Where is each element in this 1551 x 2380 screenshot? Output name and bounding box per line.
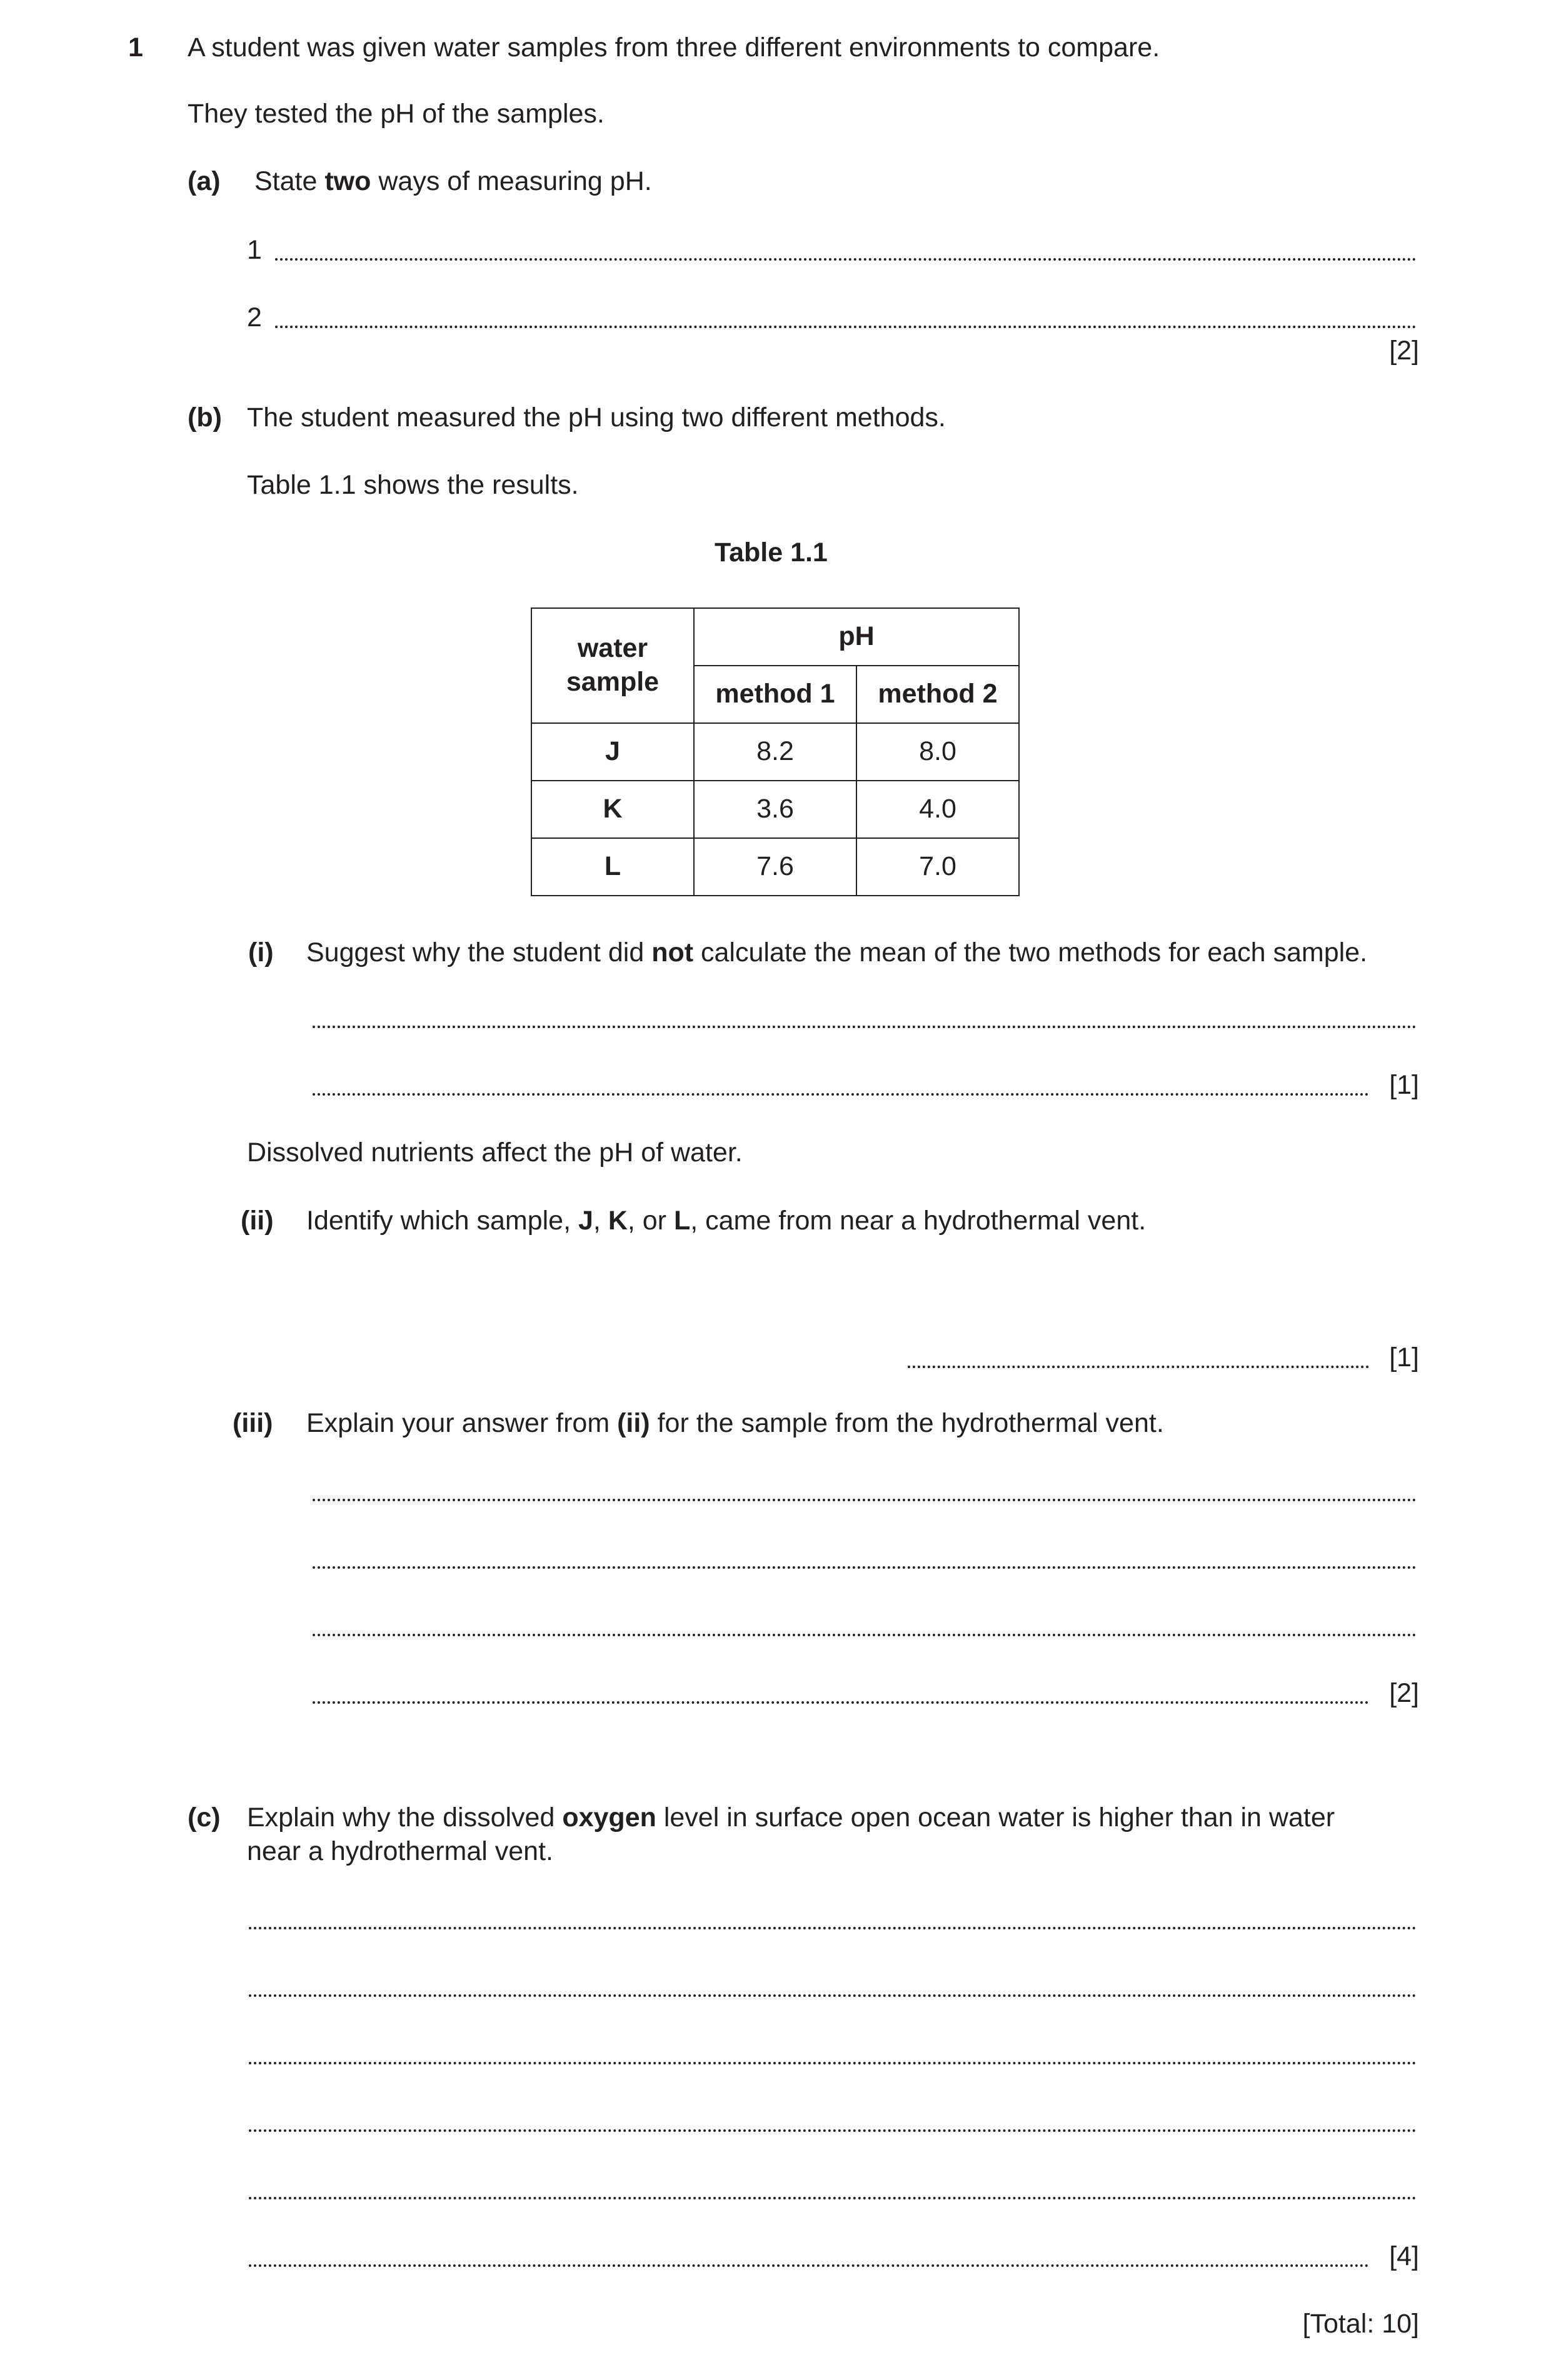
- part-a-text-bold: two: [324, 166, 371, 196]
- intro-line-1: A student was given water samples from three different environments to compare.: [188, 32, 1160, 62]
- sub-i-text-before: Suggest why the student did: [306, 938, 652, 968]
- sub-iii-label: (iii): [233, 1408, 273, 1438]
- sub-i-text-bold: not: [651, 938, 694, 968]
- sub-ii-answer-line[interactable]: [908, 1366, 1369, 1368]
- table-header-row: [531, 608, 1019, 666]
- part-a-text-after: ways of measuring pH.: [371, 166, 652, 196]
- sub-ii-bold-j: J: [578, 1206, 593, 1236]
- sub-iii-text-bold: (ii): [617, 1408, 650, 1438]
- sub-i-answer-line-2[interactable]: [313, 1093, 1369, 1096]
- sub-iii-question: [306, 1408, 1164, 1439]
- sample-cell: L: [531, 838, 694, 896]
- sub-ii-text-d: , came from near a hydrothermal vent.: [690, 1206, 1147, 1236]
- table-row: [531, 781, 1019, 838]
- part-c-answer-line-2[interactable]: [249, 1994, 1417, 1997]
- method-1-cell: 8.2: [694, 723, 856, 781]
- part-c-answer-line-4[interactable]: [249, 2129, 1417, 2132]
- nutrients-text: Dissolved nutrients affect the pH of water.: [247, 1138, 743, 1168]
- sub-iii-answer-line-1[interactable]: [313, 1499, 1417, 1501]
- sub-i-answer-line-1[interactable]: [313, 1026, 1417, 1028]
- part-c-question-line-1: [247, 1802, 1335, 1833]
- sub-iii-text-before: Explain your answer from: [306, 1408, 618, 1438]
- part-c-answer-line-5[interactable]: [249, 2197, 1417, 2199]
- header-method-1: method 1: [694, 666, 856, 723]
- part-c-label: (c): [188, 1802, 221, 1832]
- method-1-cell: 3.6: [694, 781, 856, 838]
- part-c-marks: [4]: [1389, 2241, 1419, 2271]
- method-2-cell: 4.0: [856, 781, 1019, 838]
- part-a-line-2-number: 2: [247, 302, 262, 332]
- part-b-label: (b): [188, 402, 222, 432]
- part-c-answer-line-6[interactable]: [249, 2264, 1369, 2267]
- sub-iii-answer-line-3[interactable]: [313, 1634, 1417, 1636]
- sub-iii-text-after: for the sample from the hydrothermal vent.: [650, 1408, 1164, 1438]
- part-b-line-1: The student measured the pH using two different methods.: [247, 402, 946, 432]
- table-row: [531, 838, 1019, 896]
- sub-ii-bold-l: L: [673, 1206, 691, 1236]
- part-c-question-line-2: near a hydrothermal vent.: [247, 1836, 553, 1866]
- sub-iii-answer-line-2[interactable]: [313, 1566, 1417, 1569]
- sub-i-text-after: calculate the mean of the two methods for each sample.: [693, 938, 1368, 968]
- sub-ii-bold-k: K: [608, 1206, 628, 1236]
- part-a-text-before: State: [254, 166, 325, 196]
- header-water-sample-text: water sample: [566, 633, 660, 697]
- sample-cell: J: [531, 723, 694, 781]
- sample-cell: K: [531, 781, 694, 838]
- sub-ii-text-a: Identify which sample,: [306, 1206, 578, 1236]
- sub-ii-label: (ii): [241, 1206, 274, 1236]
- table-row: [531, 723, 1019, 781]
- part-a-answer-line-2[interactable]: [275, 326, 1417, 328]
- part-c-answer-line-3[interactable]: [249, 2062, 1417, 2064]
- method-1-cell: 7.6: [694, 838, 856, 896]
- part-a-marks: [2]: [1389, 336, 1419, 366]
- table-title: Table 1.1: [715, 538, 828, 568]
- ph-results-table: [531, 608, 1020, 896]
- sub-iii-answer-line-4[interactable]: [313, 1701, 1369, 1704]
- part-a-answer-line-1[interactable]: [275, 258, 1417, 261]
- part-a-question: [254, 166, 652, 197]
- header-water-sample: [531, 608, 694, 723]
- part-c-text-after: level in surface open ocean water is higher than in water: [656, 1802, 1335, 1832]
- part-a-label: (a): [188, 166, 221, 196]
- sub-ii-question: [306, 1206, 1146, 1236]
- sub-ii-marks: [1]: [1389, 1342, 1419, 1372]
- total-marks: [Total: 10]: [1302, 2309, 1419, 2339]
- part-c-text-bold: oxygen: [562, 1802, 656, 1832]
- part-c-text-before: Explain why the dissolved: [247, 1802, 563, 1832]
- header-ph: pH: [694, 608, 1019, 666]
- part-a-line-1-number: 1: [247, 235, 262, 265]
- sub-iii-marks: [2]: [1389, 1678, 1419, 1708]
- sub-i-label: (i): [248, 938, 274, 968]
- intro-line-2: They tested the pH of the samples.: [188, 99, 605, 129]
- sub-ii-text-b: ,: [593, 1206, 608, 1236]
- part-c-answer-line-1[interactable]: [249, 1927, 1417, 1929]
- sub-ii-text-c: , or: [627, 1206, 674, 1236]
- header-method-2: method 2: [856, 666, 1019, 723]
- method-2-cell: 8.0: [856, 723, 1019, 781]
- sub-i-question: [306, 938, 1367, 968]
- method-2-cell: 7.0: [856, 838, 1019, 896]
- sub-i-marks: [1]: [1389, 1070, 1419, 1100]
- part-b-line-2: Table 1.1 shows the results.: [247, 470, 579, 500]
- question-number: 1: [128, 32, 143, 62]
